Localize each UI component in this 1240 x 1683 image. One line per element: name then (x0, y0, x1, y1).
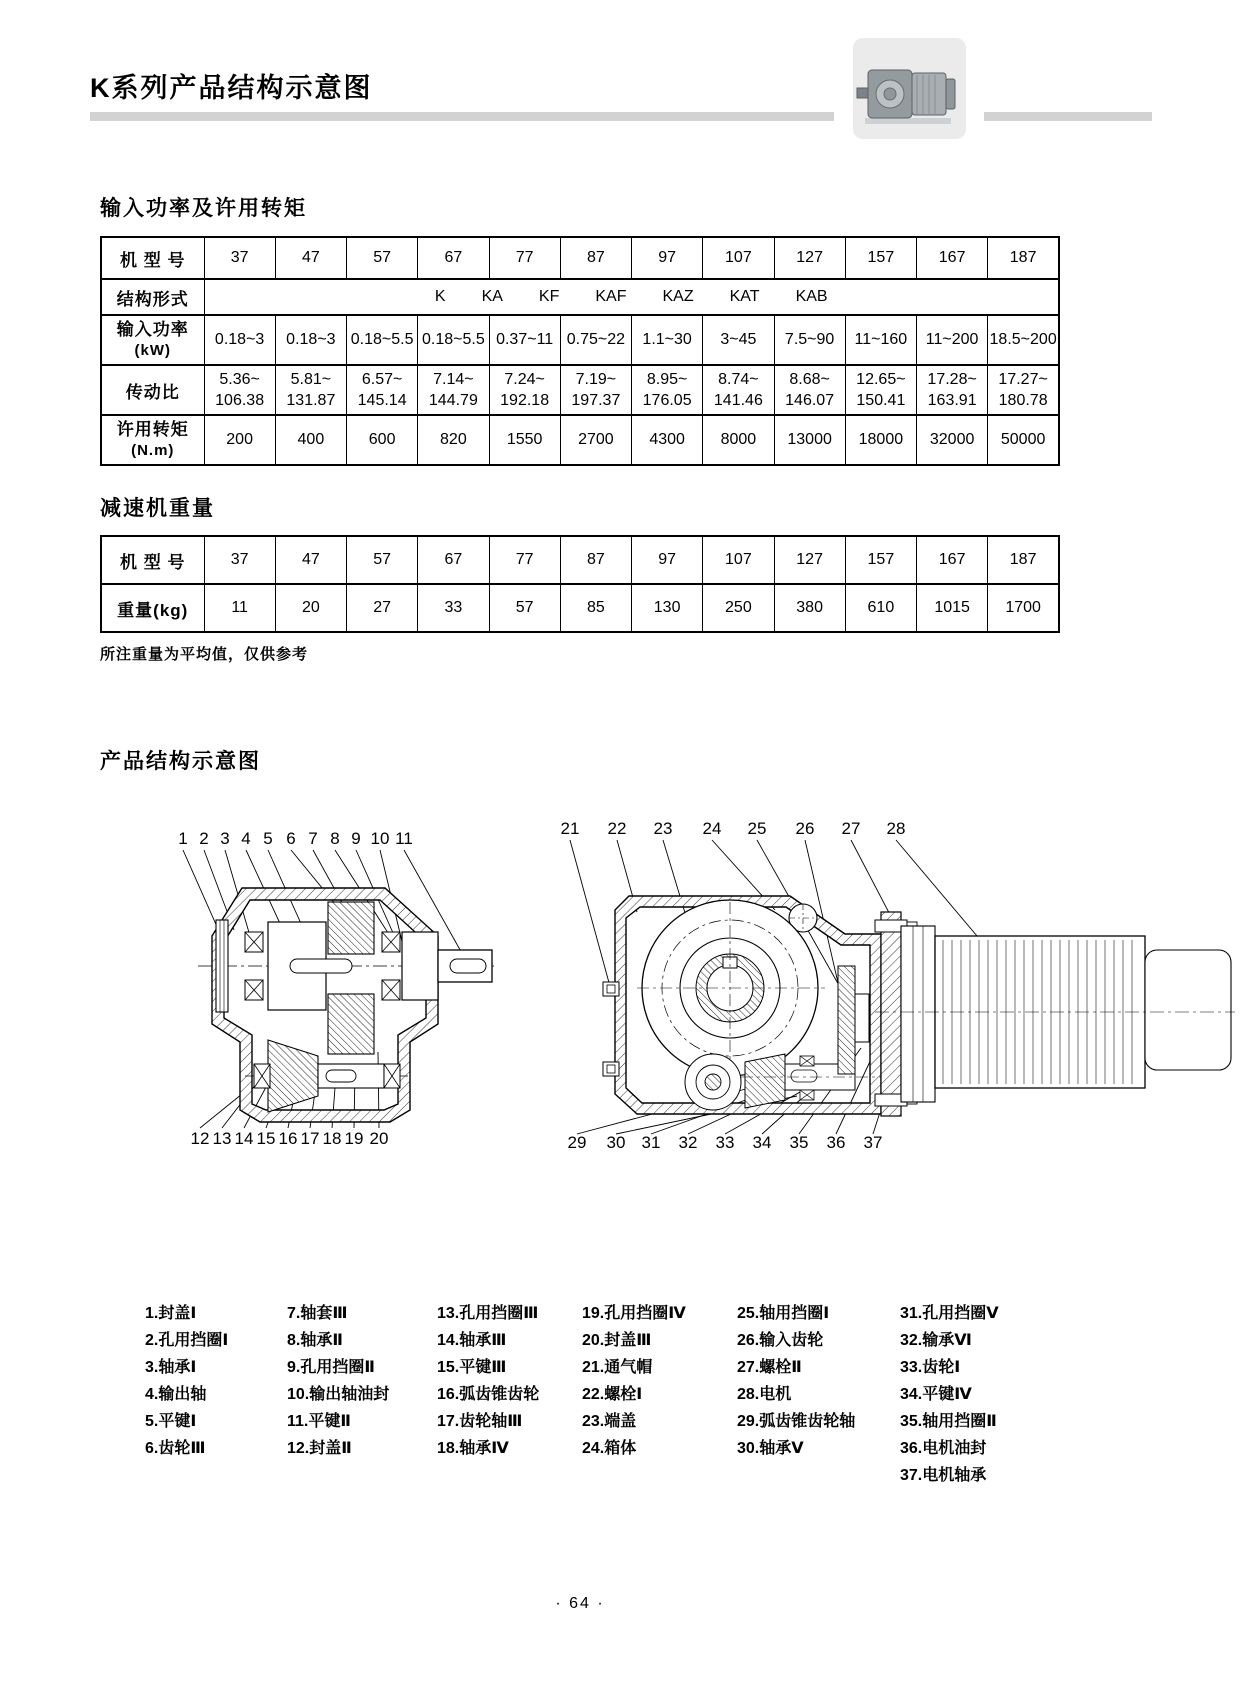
ratio-from: 5.81~ (290, 371, 332, 388)
front-section-diagram (150, 826, 500, 1171)
part-item: 36.电机油封 (900, 1440, 987, 1457)
model-cell: 167 (917, 536, 988, 584)
part-item: 8.轴承Ⅱ (287, 1332, 343, 1349)
callout-label: 30 (606, 1133, 626, 1152)
model-cell: 47 (275, 237, 346, 279)
model-cell: 57 (347, 237, 418, 279)
parts-column (437, 1300, 539, 1462)
ratio-to: 180.78 (998, 392, 1048, 409)
ratio-from: 17.28~ (927, 371, 977, 388)
part-item: 29.弧齿锥齿轮轴 (737, 1413, 856, 1430)
weight-cell: 250 (703, 584, 774, 632)
part-item: 5.平键Ⅰ (145, 1413, 197, 1430)
part-item: 23.端盖 (582, 1413, 637, 1430)
part-item: 16.弧齿锥齿轮 (437, 1386, 540, 1403)
callout-label: 7 (308, 829, 318, 848)
row-header-cell (101, 415, 204, 465)
power-header: 输入功率 (116, 320, 189, 339)
table-row (101, 237, 1059, 279)
product-image (853, 38, 966, 139)
ratio-cell (204, 365, 275, 415)
power-unit: (kW) (134, 342, 171, 359)
ratio-from: 12.65~ (856, 371, 906, 388)
ratio-from: 5.36~ (219, 371, 260, 388)
part-item: 9.孔用挡圈Ⅱ (287, 1359, 375, 1376)
ratio-from: 7.19~ (575, 371, 617, 388)
parts-column (582, 1300, 686, 1462)
callout-label: 14 (234, 1129, 254, 1148)
weight-cell: 33 (418, 584, 489, 632)
callout-label: 13 (212, 1129, 232, 1148)
part-item: 17.齿轮轴Ⅲ (437, 1413, 523, 1430)
power-table (100, 236, 1060, 466)
model-cell: 107 (703, 536, 774, 584)
torque-cell: 50000 (988, 415, 1059, 465)
section-title-power: 输入功率及许用转矩 (100, 197, 307, 220)
parts-column (900, 1300, 999, 1489)
part-item: 37.电机轴承 (900, 1467, 987, 1484)
power-cell: 11~200 (917, 315, 988, 365)
structure-types-cell (204, 279, 1059, 315)
power-cell: 7.5~90 (774, 315, 845, 365)
part-item: 18.轴承Ⅳ (437, 1440, 509, 1457)
callout-label: 37 (863, 1133, 883, 1152)
callout-label: 34 (752, 1133, 772, 1152)
table-row (101, 279, 1059, 315)
torque-cell: 8000 (703, 415, 774, 465)
section-title-diagram: 产品结构示意图 (100, 750, 261, 773)
torque-cell: 13000 (774, 415, 845, 465)
part-item: 1.封盖Ⅰ (145, 1305, 197, 1322)
front-section-drawing (150, 826, 500, 1171)
callout-label: 11 (395, 829, 413, 848)
ratio-to: 192.18 (500, 392, 550, 409)
ratio-cell (418, 365, 489, 415)
part-item: 10.输出轴油封 (287, 1386, 390, 1403)
callout-label: 2 (199, 829, 209, 848)
torque-cell: 2700 (560, 415, 631, 465)
ratio-cell (774, 365, 845, 415)
ratio-to: 144.79 (428, 392, 478, 409)
ratio-to: 197.37 (571, 392, 621, 409)
ratio-to: 150.41 (856, 392, 906, 409)
structure-type: KAT (729, 288, 760, 305)
row-header-cell: 重量(kg) (101, 584, 204, 632)
structure-type: KAZ (662, 288, 694, 305)
model-cell: 67 (418, 536, 489, 584)
structure-type: KA (481, 288, 503, 305)
callout-label: 12 (190, 1129, 210, 1148)
model-cell: 127 (774, 237, 845, 279)
power-cell: 3~45 (703, 315, 774, 365)
torque-cell: 600 (347, 415, 418, 465)
model-cell: 37 (204, 536, 275, 584)
weight-cell: 27 (347, 584, 418, 632)
callout-label: 35 (789, 1133, 809, 1152)
part-item: 24.箱体 (582, 1440, 637, 1457)
callout-label: 36 (826, 1133, 846, 1152)
ratio-cell (560, 365, 631, 415)
ratio-to: 145.14 (357, 392, 407, 409)
model-cell: 97 (632, 536, 703, 584)
ratio-cell (275, 365, 346, 415)
part-item: 15.平键Ⅲ (437, 1359, 507, 1376)
part-item: 21.通气帽 (582, 1359, 653, 1376)
weight-cell: 1015 (917, 584, 988, 632)
side-section-diagram (545, 816, 1237, 1171)
torque-unit: (N.m) (131, 442, 175, 459)
ratio-cell (632, 365, 703, 415)
parts-column (287, 1300, 389, 1462)
ratio-cell (703, 365, 774, 415)
part-item: 14.轴承Ⅲ (437, 1332, 507, 1349)
ratio-from: 8.68~ (789, 371, 830, 388)
part-item: 34.平键Ⅳ (900, 1386, 972, 1403)
callout-label: 20 (369, 1129, 389, 1148)
side-section-drawing (545, 816, 1237, 1171)
callout-label: 16 (278, 1129, 298, 1148)
callout-label: 5 (263, 829, 273, 848)
ratio-cell (917, 365, 988, 415)
callout-label: 32 (678, 1133, 698, 1152)
weight-cell: 20 (275, 584, 346, 632)
callout-label: 33 (715, 1133, 735, 1152)
weight-cell: 57 (489, 584, 560, 632)
ratio-from: 17.27~ (998, 371, 1048, 388)
part-item: 13.孔用挡圈Ⅲ (437, 1305, 539, 1322)
part-item: 31.孔用挡圈Ⅴ (900, 1305, 999, 1322)
model-cell: 167 (917, 237, 988, 279)
table-row (101, 584, 1059, 632)
part-item: 20.封盖Ⅲ (582, 1332, 652, 1349)
ratio-to: 106.38 (215, 392, 265, 409)
callout-label: 15 (256, 1129, 276, 1148)
model-cell: 77 (489, 536, 560, 584)
model-cell: 57 (347, 536, 418, 584)
power-cell: 18.5~200 (988, 315, 1059, 365)
ratio-cell (489, 365, 560, 415)
weight-cell: 11 (204, 584, 275, 632)
ratio-to: 141.46 (713, 392, 763, 409)
torque-cell: 400 (275, 415, 346, 465)
ratio-from: 7.24~ (504, 371, 545, 388)
power-cell: 0.18~5.5 (418, 315, 489, 365)
header-rule-left (90, 112, 834, 121)
structure-type: KAB (795, 288, 828, 305)
torque-cell: 4300 (632, 415, 703, 465)
callout-label: 18 (322, 1129, 342, 1148)
part-item: 30.轴承Ⅴ (737, 1440, 804, 1457)
model-cell: 157 (845, 536, 916, 584)
part-item: 32.输承Ⅵ (900, 1332, 972, 1349)
callout-label: 26 (795, 819, 815, 838)
part-item: 19.孔用挡圈Ⅳ (582, 1305, 686, 1322)
power-cell: 0.18~5.5 (347, 315, 418, 365)
power-cell: 0.18~3 (275, 315, 346, 365)
structure-type: KF (538, 288, 560, 305)
ratio-cell (347, 365, 418, 415)
callout-label: 8 (330, 829, 340, 848)
callout-label: 28 (886, 819, 906, 838)
torque-cell: 18000 (845, 415, 916, 465)
model-cell: 157 (845, 237, 916, 279)
model-cell: 107 (703, 237, 774, 279)
row-header-cell: 传动比 (101, 365, 204, 415)
page-number: · 64 · (555, 1595, 605, 1612)
structure-type: K (434, 288, 446, 305)
callout-label: 1 (178, 829, 188, 848)
row-header-cell (101, 315, 204, 365)
table-row (101, 415, 1059, 465)
model-cell: 67 (418, 237, 489, 279)
callout-label: 25 (747, 819, 767, 838)
callout-label: 27 (841, 819, 861, 838)
part-item: 28.电机 (737, 1386, 792, 1403)
ratio-to: 131.87 (286, 392, 336, 409)
weight-cell: 85 (560, 584, 631, 632)
part-item: 27.螺栓Ⅱ (737, 1359, 802, 1376)
table-row (101, 536, 1059, 584)
model-cell: 187 (988, 536, 1059, 584)
callout-label: 4 (241, 829, 251, 848)
ratio-from: 6.57~ (361, 371, 403, 388)
row-header-cell: 结构形式 (101, 279, 204, 315)
power-cell: 1.1~30 (632, 315, 703, 365)
callout-label: 6 (286, 829, 296, 848)
model-cell: 87 (560, 237, 631, 279)
part-item: 7.轴套Ⅲ (287, 1305, 348, 1322)
ratio-to: 146.07 (785, 392, 835, 409)
part-item: 4.输出轴 (145, 1386, 207, 1403)
table-row (101, 365, 1059, 415)
callout-label: 21 (560, 819, 580, 838)
part-item: 35.轴用挡圈Ⅱ (900, 1413, 997, 1430)
model-cell: 87 (560, 536, 631, 584)
callout-label: 31 (641, 1133, 661, 1152)
row-header-cell: 机 型 号 (101, 536, 204, 584)
power-cell: 11~160 (845, 315, 916, 365)
weight-cell: 610 (845, 584, 916, 632)
section-title-weight: 减速机重量 (100, 497, 215, 520)
part-item: 26.输入齿轮 (737, 1332, 824, 1349)
weight-cell: 1700 (988, 584, 1059, 632)
callout-label: 10 (370, 829, 390, 848)
table-row (101, 315, 1059, 365)
power-cell: 0.75~22 (560, 315, 631, 365)
part-item: 3.轴承Ⅰ (145, 1359, 197, 1376)
weight-cell: 130 (632, 584, 703, 632)
model-cell: 47 (275, 536, 346, 584)
part-item: 12.封盖Ⅱ (287, 1440, 352, 1457)
ratio-from: 8.74~ (718, 371, 759, 388)
header-rule-right (984, 112, 1152, 121)
torque-cell: 200 (204, 415, 275, 465)
power-cell: 0.18~3 (204, 315, 275, 365)
ratio-from: 8.95~ (646, 371, 688, 388)
model-cell: 127 (774, 536, 845, 584)
callout-label: 23 (653, 819, 673, 838)
structure-type: KAF (595, 288, 627, 305)
gearmotor-icon (853, 38, 966, 139)
ratio-cell (845, 365, 916, 415)
callout-label: 29 (567, 1133, 587, 1152)
ratio-to: 163.91 (927, 392, 977, 409)
torque-cell: 32000 (917, 415, 988, 465)
torque-cell: 820 (418, 415, 489, 465)
torque-header: 许用转矩 (116, 420, 189, 439)
weight-cell: 380 (774, 584, 845, 632)
part-item: 33.齿轮Ⅰ (900, 1359, 961, 1376)
callout-label: 24 (702, 819, 722, 838)
power-cell: 0.37~11 (489, 315, 560, 365)
callout-label: 3 (220, 829, 230, 848)
part-item: 22.螺栓Ⅰ (582, 1386, 643, 1403)
part-item: 11.平键Ⅱ (287, 1413, 351, 1430)
parts-column (145, 1300, 228, 1462)
page-title: K系列产品结构示意图 (90, 73, 373, 103)
model-cell: 77 (489, 237, 560, 279)
model-cell: 97 (632, 237, 703, 279)
model-cell: 187 (988, 237, 1059, 279)
callout-label: 19 (344, 1129, 364, 1148)
weight-note: 所注重量为平均值，仅供参考 (100, 646, 309, 663)
callout-label: 9 (351, 829, 361, 848)
part-item: 2.孔用挡圈Ⅰ (145, 1332, 229, 1349)
part-item: 25.轴用挡圈Ⅰ (737, 1305, 830, 1322)
weight-table (100, 535, 1060, 633)
parts-column (737, 1300, 855, 1462)
callout-label: 17 (300, 1129, 320, 1148)
callout-label: 22 (607, 819, 627, 838)
ratio-cell (988, 365, 1059, 415)
ratio-from: 7.14~ (433, 371, 474, 388)
model-cell: 37 (204, 237, 275, 279)
ratio-to: 176.05 (642, 392, 692, 409)
part-item: 6.齿轮Ⅲ (145, 1440, 206, 1457)
row-header-cell: 机 型 号 (101, 237, 204, 279)
torque-cell: 1550 (489, 415, 560, 465)
